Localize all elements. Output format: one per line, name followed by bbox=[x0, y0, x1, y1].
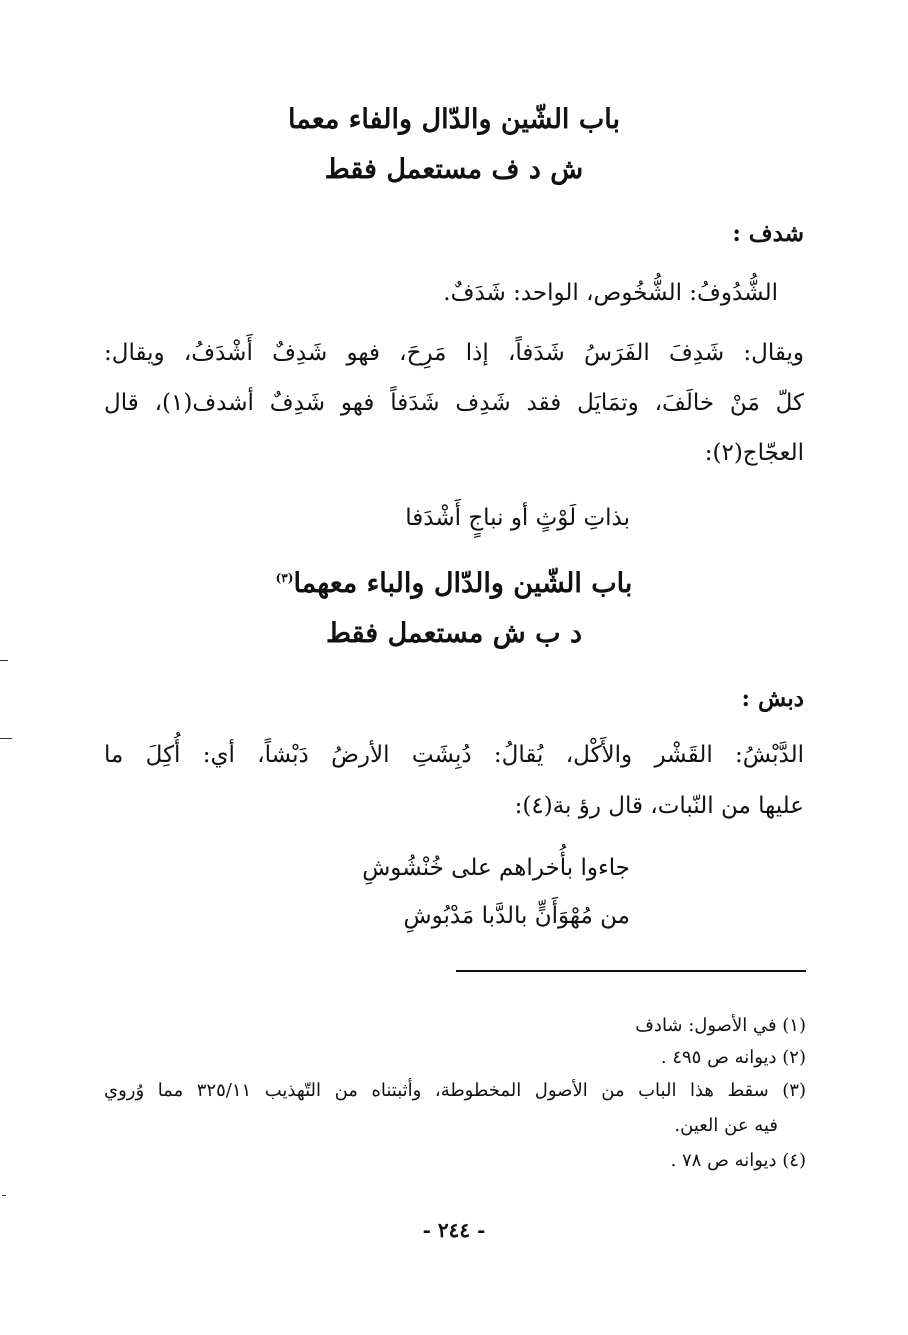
footnote: (٣) سقط هذا الباب من الأصول المخطوطة، وأثبتناه من التّهذيب ٣٢٥/١١ مما وُروي bbox=[104, 1080, 806, 1101]
scan-mark bbox=[0, 660, 8, 661]
definition-line: العجّاج(٢): bbox=[704, 440, 804, 466]
scan-mark bbox=[2, 1195, 6, 1196]
entry-headword: شدف : bbox=[732, 220, 804, 247]
section-subtitle: ش د ف مستعمل فقط bbox=[324, 154, 584, 185]
page-number: - ٢٤٤ - bbox=[422, 1218, 486, 1242]
section-title: باب الشّين والدّال والباء معهما$^{(٣)}$ bbox=[275, 568, 633, 599]
definition-line: كلّ مَنْ خالَفَ، وتمَايَل فقد شَدِف شَدَفاً فهو شَدِفٌ أشدف(١)، قال bbox=[104, 390, 805, 416]
footnote-marker: (٣) bbox=[275, 571, 294, 585]
footnote: (١) في الأصول: شادف bbox=[635, 1015, 806, 1036]
footnote: (٤) ديوانه ص ٧٨ . bbox=[670, 1150, 806, 1171]
section-subtitle: د ب ش مستعمل فقط bbox=[326, 618, 582, 649]
definition-line: ويقال: شَدِفَ الفَرَسُ شَدَفاً، إذا مَرِحَ، فهو شَدِفٌ أَشْدَفُ، ويقال: bbox=[104, 340, 804, 366]
footnote-divider bbox=[456, 970, 806, 972]
section-title: باب الشّين والدّال والفاء معما bbox=[287, 104, 620, 135]
verse-line: بذاتِ لَوْثٍ أو نباجٍ أَشْدَفا bbox=[405, 505, 630, 531]
definition-line: الشُّدُوفُ: الشُّخُوص، الواحد: شَدَفٌ. bbox=[443, 280, 778, 306]
verse-line: جاءوا بأُخراهم على خُنْشُوشِ bbox=[362, 855, 630, 881]
scan-mark bbox=[0, 738, 12, 739]
footnote: (٢) ديوانه ص ٤٩٥ . bbox=[660, 1047, 806, 1068]
definition-line: الدَّبْشُ: القَشْر والأَكْل، يُقالُ: دُبِشَتِ الأرضُ دَبْشاً، أي: أُكِلَ ما bbox=[104, 742, 804, 768]
footnote-continuation: فيه عن العين. bbox=[674, 1115, 778, 1136]
entry-headword: دبش : bbox=[741, 685, 804, 712]
verse-line: من مُهْوَأَنٍّ بالدَّبا مَدْبُوشِ bbox=[403, 903, 630, 929]
definition-line: عليها من النّبات، قال رؤ بة(٤): bbox=[514, 793, 804, 819]
